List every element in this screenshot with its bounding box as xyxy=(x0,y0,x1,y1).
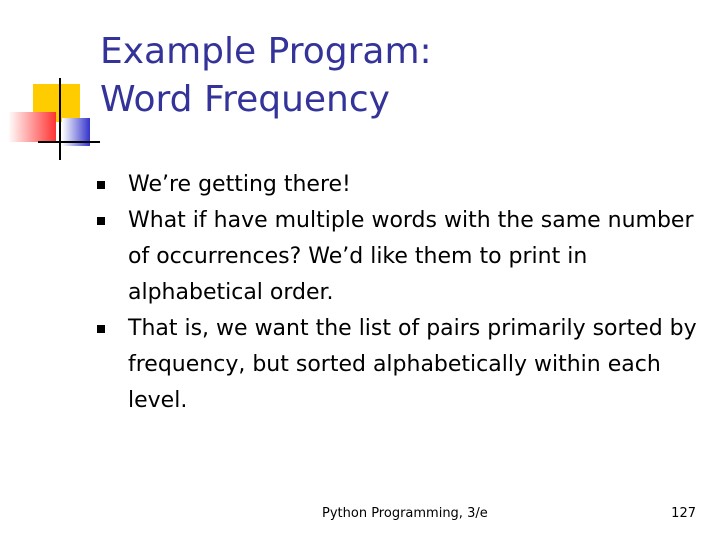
red-gradient-bar xyxy=(8,112,56,142)
square-bullet-icon xyxy=(97,325,105,333)
bullet-item xyxy=(0,203,720,311)
bullet-text: We’re getting there! xyxy=(128,172,351,197)
bullet-list xyxy=(0,167,720,419)
square-bullet-icon xyxy=(97,181,105,189)
bullet-item xyxy=(0,311,720,419)
bullet-text: What if have multiple words with the same number of occurrences? We’d like them to print in alphabetical order. xyxy=(128,208,694,305)
bullet-item xyxy=(0,167,720,203)
square-bullet-icon xyxy=(97,217,105,225)
slide-title-line-2: Word Frequency xyxy=(100,79,390,120)
bullet-text: That is, we want the list of pairs primarily sorted by frequency, but sorted alphabetically within each level. xyxy=(128,316,697,413)
footer-book-title: Python Programming, 3/e xyxy=(322,506,488,521)
footer-page-number: 127 xyxy=(671,506,696,521)
slide-title xyxy=(100,28,700,124)
slide-title-line-1: Example Program: xyxy=(100,31,432,72)
slide-decoration xyxy=(0,0,110,170)
corner-decoration-graphic xyxy=(0,0,110,170)
